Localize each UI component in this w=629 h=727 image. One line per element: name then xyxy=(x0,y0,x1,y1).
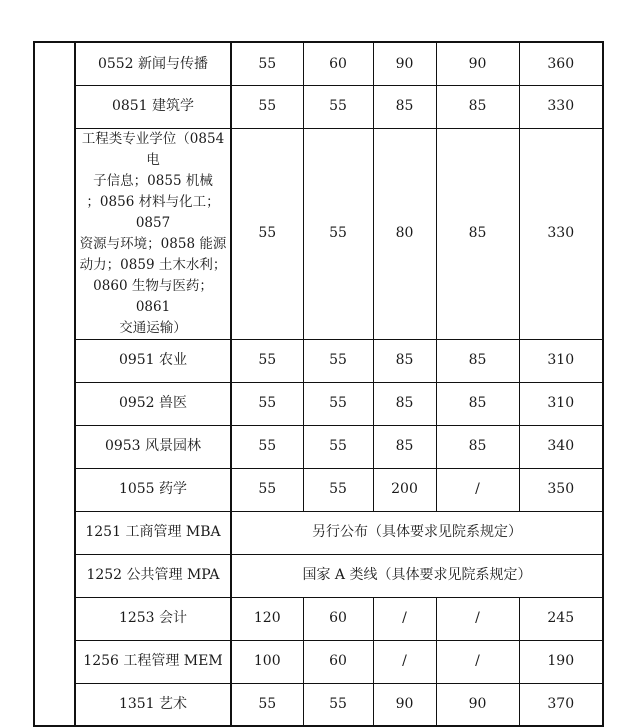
total-score: 360 xyxy=(519,42,603,85)
table-row xyxy=(34,554,603,597)
table-row xyxy=(34,128,603,339)
major-line: 0860 生物与医药； 0861 xyxy=(93,277,213,315)
politics-score: 55 xyxy=(231,85,303,128)
major-line: 动力；0859 土木水利； xyxy=(79,256,227,273)
subject-two-score: 90 xyxy=(436,683,519,726)
subject-one-score: 200 xyxy=(373,468,436,511)
total-score: 350 xyxy=(519,468,603,511)
foreign-language-score: 55 xyxy=(303,339,373,382)
total-score: 330 xyxy=(519,128,603,339)
table-row xyxy=(34,85,603,128)
total-score: 340 xyxy=(519,425,603,468)
requirement-note: 国家 A 类线（具体要求见院系规定） xyxy=(231,554,603,597)
subject-one-score: 90 xyxy=(373,42,436,85)
major-name: 1251 工商管理 MBA xyxy=(75,511,231,554)
major-name: 1256 工程管理 MEM xyxy=(75,640,231,683)
foreign-language-score: 55 xyxy=(303,468,373,511)
subject-two-score: 85 xyxy=(436,85,519,128)
subject-two-score: / xyxy=(436,640,519,683)
major-line: 子信息；0855 机械 xyxy=(93,172,213,189)
table-row xyxy=(34,42,603,85)
foreign-language-score: 60 xyxy=(303,597,373,640)
major-name: 0952 兽医 xyxy=(75,382,231,425)
total-score: 245 xyxy=(519,597,603,640)
major-name: 1252 公共管理 MPA xyxy=(75,554,231,597)
score-table xyxy=(33,41,604,727)
foreign-language-score: 55 xyxy=(303,85,373,128)
subject-one-score: 85 xyxy=(373,339,436,382)
major-name: 1351 艺术 xyxy=(75,683,231,726)
table-row xyxy=(34,382,603,425)
subject-two-score: / xyxy=(436,597,519,640)
major-name: 1055 药学 xyxy=(75,468,231,511)
total-score: 310 xyxy=(519,339,603,382)
major-line: ；0856 材料与化工；0857 xyxy=(86,193,220,231)
table-row xyxy=(34,339,603,382)
major-name: 0851 建筑学 xyxy=(75,85,231,128)
subject-one-score: 85 xyxy=(373,85,436,128)
foreign-language-score: 55 xyxy=(303,128,373,339)
major-name: 1253 会计 xyxy=(75,597,231,640)
subject-one-score: 90 xyxy=(373,683,436,726)
foreign-language-score: 60 xyxy=(303,42,373,85)
subject-two-score: 90 xyxy=(436,42,519,85)
total-score: 370 xyxy=(519,683,603,726)
major-line: 工程类专业学位（0854 电 xyxy=(81,130,225,168)
politics-score: 120 xyxy=(231,597,303,640)
subject-two-score: / xyxy=(436,468,519,511)
politics-score: 55 xyxy=(231,683,303,726)
table-row xyxy=(34,683,603,726)
subject-two-score: 85 xyxy=(436,339,519,382)
major-name: 0552 新闻与传播 xyxy=(75,42,231,85)
table-row xyxy=(34,511,603,554)
foreign-language-score: 55 xyxy=(303,382,373,425)
politics-score: 55 xyxy=(231,425,303,468)
subject-two-score: 85 xyxy=(436,425,519,468)
major-name-engineering xyxy=(75,128,231,339)
requirement-note: 另行公布（具体要求见院系规定） xyxy=(231,511,603,554)
total-score: 310 xyxy=(519,382,603,425)
politics-score: 100 xyxy=(231,640,303,683)
politics-score: 55 xyxy=(231,382,303,425)
subject-one-score: 85 xyxy=(373,382,436,425)
major-line: 资源与环境；0858 能源 xyxy=(79,235,227,252)
subject-one-score: 85 xyxy=(373,425,436,468)
foreign-language-score: 55 xyxy=(303,683,373,726)
subject-one-score: / xyxy=(373,640,436,683)
table-row xyxy=(34,425,603,468)
foreign-language-score: 60 xyxy=(303,640,373,683)
politics-score: 55 xyxy=(231,339,303,382)
subject-two-score: 85 xyxy=(436,382,519,425)
table-row xyxy=(34,640,603,683)
major-name: 0951 农业 xyxy=(75,339,231,382)
politics-score: 55 xyxy=(231,128,303,339)
foreign-language-score: 55 xyxy=(303,425,373,468)
total-score: 330 xyxy=(519,85,603,128)
category-cell xyxy=(34,42,75,726)
table-row xyxy=(34,597,603,640)
subject-two-score: 85 xyxy=(436,128,519,339)
subject-one-score: 80 xyxy=(373,128,436,339)
major-name: 0953 风景园林 xyxy=(75,425,231,468)
table-row xyxy=(34,468,603,511)
subject-one-score: / xyxy=(373,597,436,640)
major-line: 交通运输） xyxy=(119,319,187,336)
total-score: 190 xyxy=(519,640,603,683)
politics-score: 55 xyxy=(231,468,303,511)
politics-score: 55 xyxy=(231,42,303,85)
